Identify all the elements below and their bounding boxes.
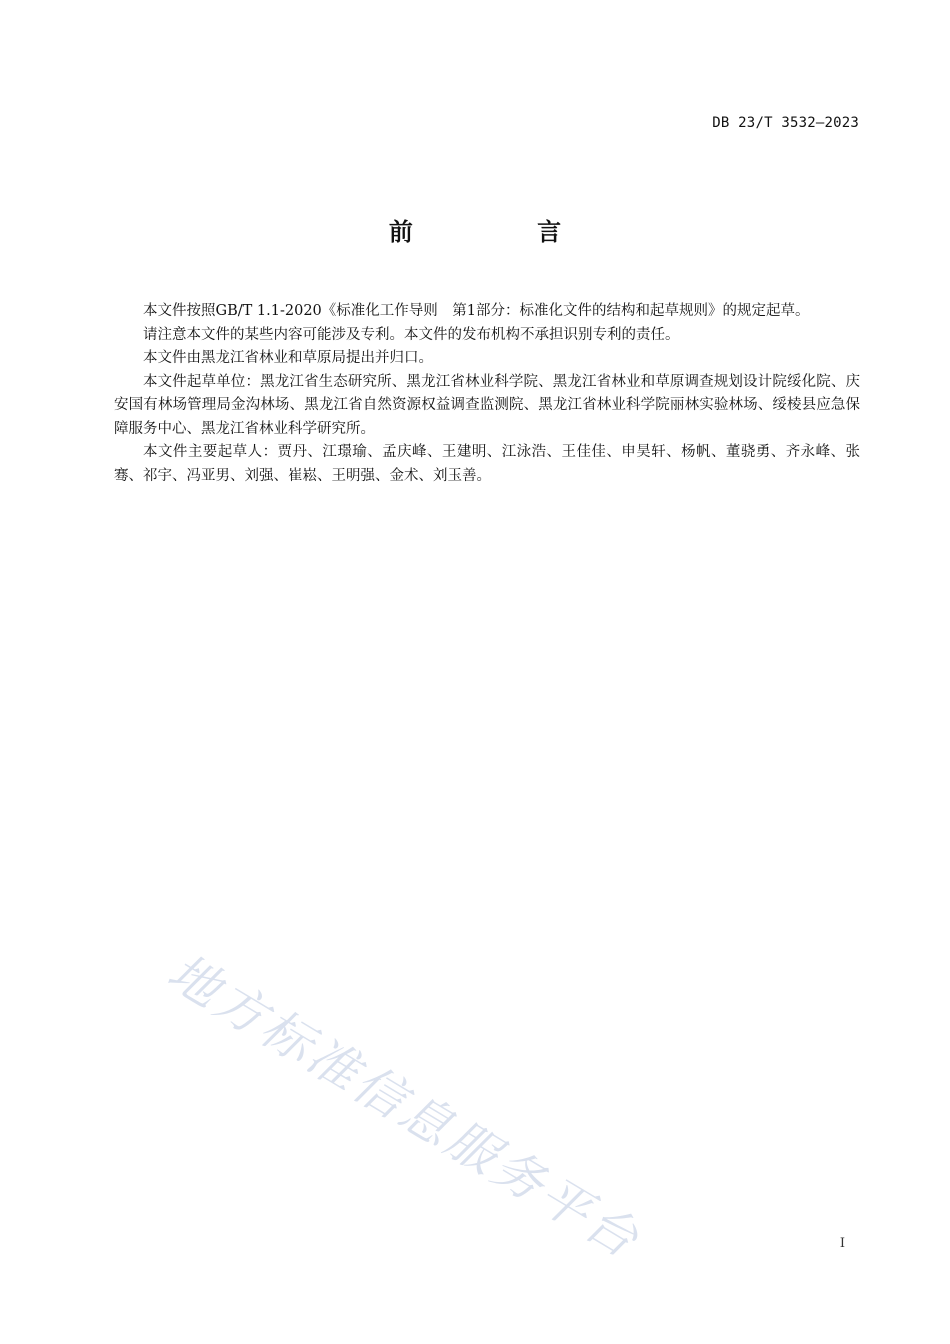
document-body xyxy=(114,300,860,488)
paragraph-proposer: 本文件由黑龙江省林业和草原局提出并归口。 xyxy=(143,350,433,366)
paragraph-patent-notice: 请注意本文件的某些内容可能涉及专利。本文件的发布机构不承担识别专利的责任。 xyxy=(143,326,680,343)
document-code: DB 23/T 3532—2023 xyxy=(712,115,859,131)
page-title: 前 言 xyxy=(388,218,620,246)
page-number: I xyxy=(839,1236,845,1251)
paragraph-drafters: 本文件主要起草人：贾丹、江璟瑜、孟庆峰、王建明、江泳浩、王佳佳、申昊轩、杨帆、董骁勇、齐永峰、张骞、祁宇、冯亚男、刘强、崔崧、王明强、金术、刘玉善。 xyxy=(114,444,860,484)
paragraph-drafting-units: 本文件起草单位：黑龙江省生态研究所、黑龙江省林业科学院、黑龙江省林业和草原调查规划设计院绥化院、庆安国有林场管理局金沟林场、黑龙江省自然资源权益调查监测院、黑龙江省林业科学院丽林实验林场、绥棱县应急保障服务中心、黑龙江省林业科学研究所。 xyxy=(114,373,860,437)
paragraph-standard-basis: 本文件按照GB/T 1.1-2020《标准化工作导则 第1部分：标准化文件的结构和起草规则》的规定起草。 xyxy=(143,303,810,319)
watermark: 地方标准信息服务平台 xyxy=(158,942,651,1271)
